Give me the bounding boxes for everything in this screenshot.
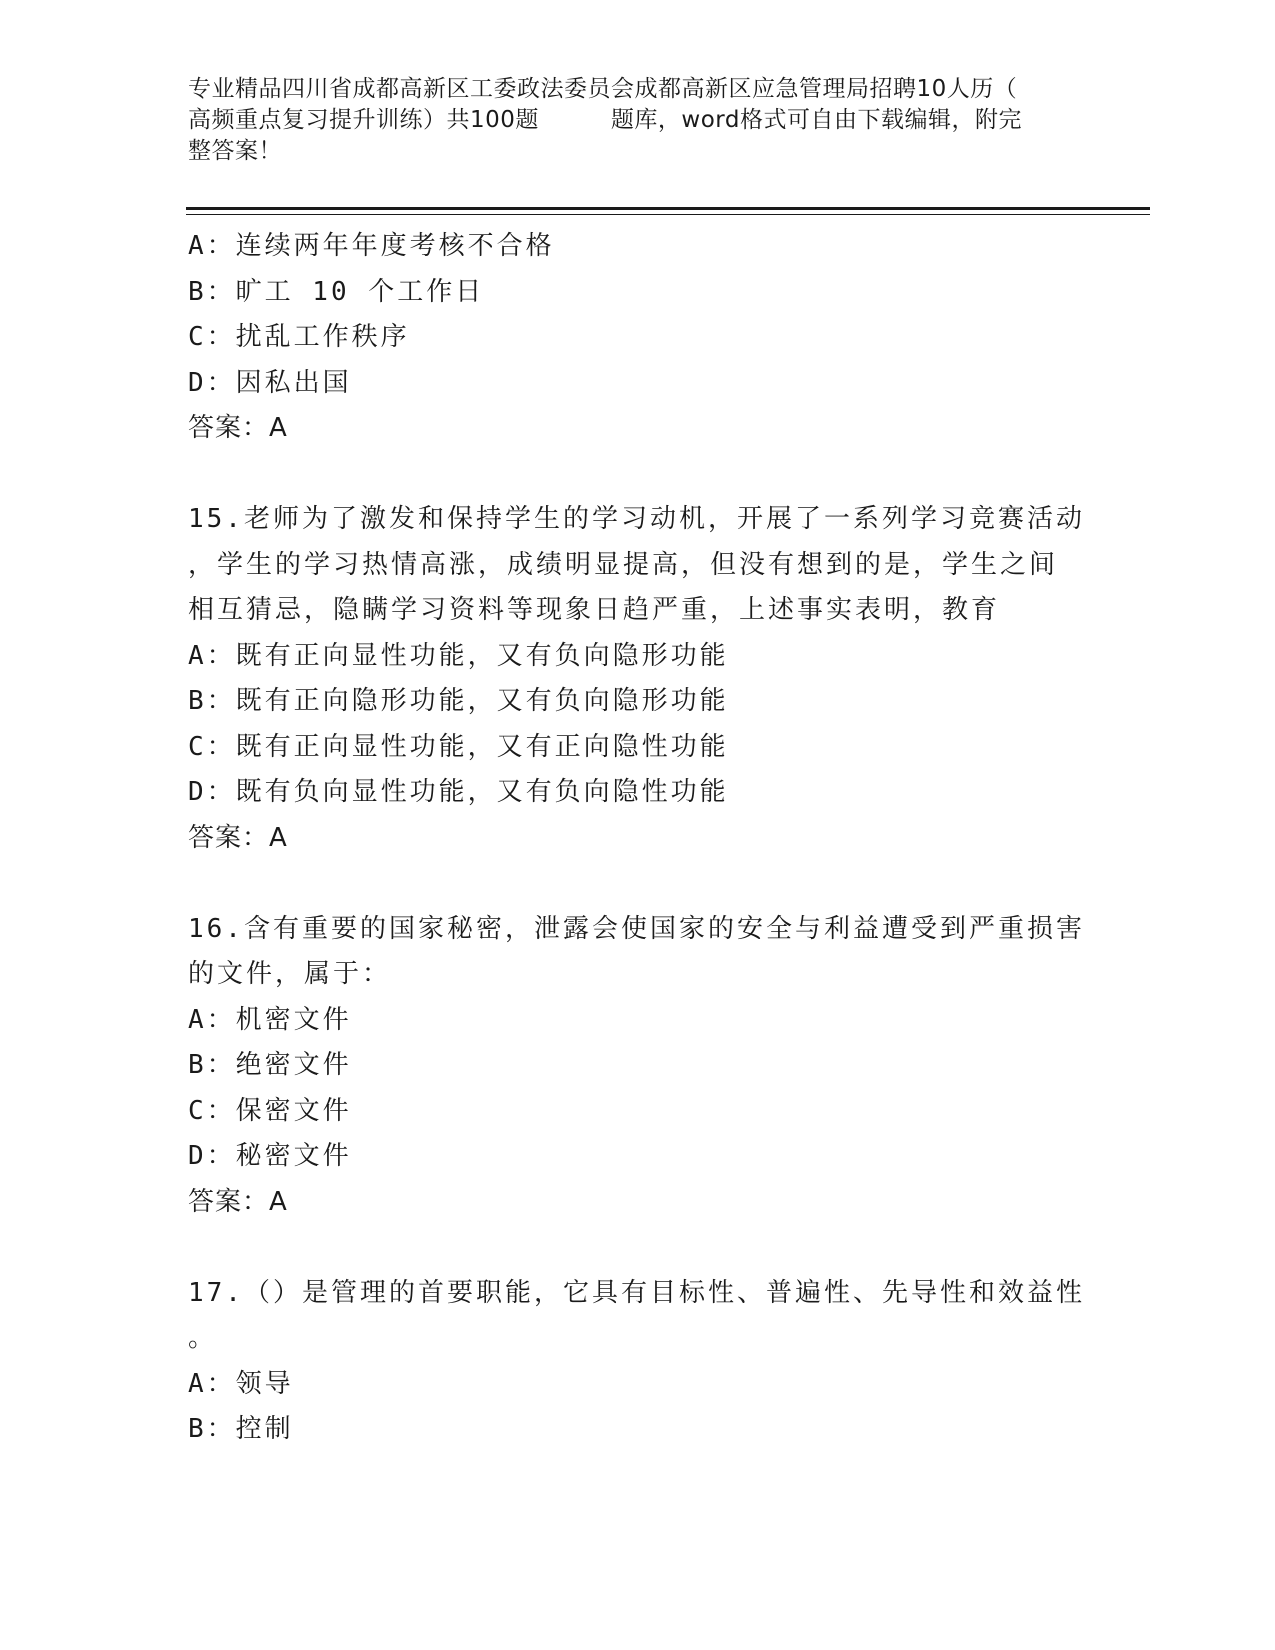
answer-line: 答案：A [188, 1186, 288, 1217]
answer-line: 答案：A [188, 413, 288, 443]
header-divider-thick [186, 207, 1150, 210]
option-a: A：连续两年年度考核不合格 [188, 231, 555, 261]
option-a: A：既有正向显性功能，又有负向隐形功能 [188, 640, 729, 671]
answer-line: 答案：A [188, 822, 288, 853]
option-b: B：旷工 10 个工作日 [188, 276, 485, 307]
question-17 [188, 1271, 1088, 1453]
question-stem-line: 。 [188, 1323, 218, 1353]
option-c: C：既有正向显性功能，又有正向隐性功能 [188, 731, 729, 762]
header-line-1: 专业精品四川省成都高新区工委政法委员会成都高新区应急管理局招聘10人历（ [188, 76, 1018, 102]
question-stem-line: 16.含有重要的国家秘密，泄露会使国家的安全与利益遭受到严重损害 [188, 913, 1085, 944]
option-d: D：既有负向显性功能，又有负向隐性功能 [188, 777, 729, 807]
option-b: B：控制 [188, 1414, 294, 1444]
option-b: B：既有正向隐形功能，又有负向隐形功能 [188, 686, 729, 716]
question-14 [188, 224, 1088, 452]
option-a: A：机密文件 [188, 1004, 352, 1035]
option-a: A：领导 [188, 1368, 294, 1399]
option-d: D：因私出国 [188, 367, 352, 398]
header-divider-thin [186, 214, 1150, 215]
header-line-2-part-1: 高频重点复习提升训练）共100题 [188, 107, 539, 133]
header-line-3: 整答案！ [188, 138, 282, 164]
question-stem-line: ，学生的学习热情高涨，成绩明显提高，但没有想到的是，学生之间 [188, 549, 1059, 580]
header-line-2 [188, 105, 1068, 136]
option-b: B：绝密文件 [188, 1050, 352, 1080]
question-stem-line: 的文件，属于： [188, 959, 392, 989]
question-stem-line: 相互猜忌，隐瞒学习资料等现象日趋严重，上述事实表明，教育 [188, 595, 1001, 625]
option-c: C：保密文件 [188, 1095, 352, 1126]
document-header [188, 74, 1068, 167]
option-d: D：秘密文件 [188, 1141, 352, 1171]
option-c: C：扰乱工作秩序 [188, 322, 410, 352]
question-15 [188, 497, 1088, 861]
header-line-2-part-2: 题库，word格式可自由下载编辑，附完 [610, 107, 1022, 133]
question-stem-line: 15.老师为了激发和保持学生的学习动机，开展了一系列学习竞赛活动 [188, 504, 1085, 534]
question-16 [188, 907, 1088, 1226]
question-stem-line: 17.（）是管理的首要职能，它具有目标性、普遍性、先导性和效益性 [188, 1277, 1085, 1308]
question-list [188, 224, 1088, 1453]
